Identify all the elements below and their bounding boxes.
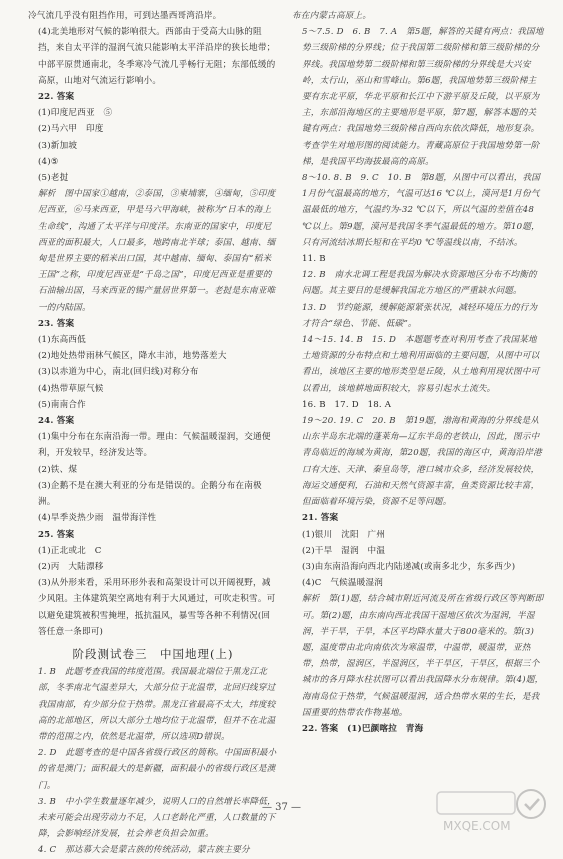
answer-24-line: (1)集中分布在东南沿海一带。理由：气候温暖湿润，交通便利，开发较早，经济发达等。	[38, 432, 271, 459]
answer-1: 1. B 此题考查我国的纬度范围。我国最北端位于黑龙江北部，冬季南北气温差异大，大部分位于北温带，北回归线穿过我国南部，有少部分位于热带。黑龙江省最高不太大，纬度较高的北部地区，所以大部分土地均位于北温带，但并不在北温带的范围之内，依然是北温带，所以选项D错误。	[38, 667, 276, 742]
answer-3: 3. B 中小学生数量逐年减少，说明人口的自然增长率降低，未来可能会出现劳动力不足，人口老龄化严重，人口数量的下降，会影响经济发展，社会养老负担会加重。	[38, 796, 276, 840]
answer-25-line: (3)从外形来看，采用环形外表和高架设计可以开阔视野，减少风阻。主体建筑架空离地有利于大风通过，可吹走积雪。可以避免建筑被积雪掩埋，抵抗温风，暴雪等各种不利情况(回答任意一条即可)	[38, 578, 276, 637]
answer-21-head: 21. 答案	[302, 513, 339, 524]
answer-24-head: 24. 答案	[38, 416, 75, 427]
answer-23-line: (4)热带草原气候	[38, 383, 104, 394]
answer-22-line: (3)新加坡	[38, 140, 78, 151]
answer-22-head: 22. 答案	[38, 92, 75, 103]
answer-23-line: (5)南南合作	[38, 399, 86, 410]
answer-24-line: (3)企鹅不是在澳大利亚的分布是错误的。企鹅分布在南极洲。	[38, 480, 262, 508]
answer-16-18: 16. B 17. D 18. A	[302, 399, 392, 410]
answer-5-7: 5～7.5. D 6. B 7. A 第5题，解答的关键有两点：我国地势三级阶梯的分界线；位于我国第二级阶梯和第三级阶梯的分界线。我国地势第二级阶梯和第三级阶梯的分界线是大兴安岭，太行山，巫山和雪峰山。第6题，我国地势第三级阶梯主要有东北平原，华北平原和长江中下游平原及丘陵，以平原为主，东部沿海地区的主要地形是平原，第7题，解答本题的关键有两点：我国地势三级阶梯自西向东依次降低，地形复杂。考查学生对地形图的阅读能力。青藏高原位于我国地势第一阶梯，是我国平均海拔最高的高原。	[302, 27, 544, 167]
answer-22-line: (1)印度尼西亚 ⑤	[38, 108, 113, 119]
answer-21-line: (4)C 气候温暖湿润	[302, 578, 384, 589]
answer-23-line: (1)东高西低	[38, 335, 86, 346]
answer-21-line: (1)银川 沈阳 广州	[302, 529, 386, 540]
page-number: — 37 —	[261, 802, 302, 813]
answer-23-line: (3)以赤道为中心，南北(回归线)对称分布	[38, 367, 199, 378]
answer-23-line: (2)地处热带雨林气候区，降水丰沛，地势落差大	[38, 351, 227, 362]
answer-24-line: (4)旱季炎热少雨 温带海洋性	[38, 513, 157, 524]
answer-21-line: (3)由东南沿海向西北内陆递减(或南多北少，东多西少)	[302, 561, 516, 572]
answer-8-10: 8～10. 8. B 9. C 10. B 第8题，从图中可以看出，我国1月份气温最高的地方，气温可达16 ℃以上，漠河是1月份气温最低的地方，气温约为-32 ℃以下，所以气温的差值在48 ℃以上。第9题，漠河是我国冬季气温最低的地方。第10题，只有河流结冰期长短和在平均0 ℃等温线以南，不结冰。	[302, 173, 541, 248]
answer-22-line: (5)老挝	[38, 173, 69, 184]
answer-21-line: (2)干旱 湿润 中温	[302, 545, 386, 556]
right-column	[292, 8, 544, 737]
answer-22-line: (4)⑤	[38, 156, 59, 167]
left-intro-2: (4)北美地形对气候的影响很大。西部由于受高大山脉的阻挡，来自太平洋的湿润气流只能影响太平洋沿岸的狭长地带；中部平原贯通南北，冬季寒冷气流几乎畅行无阻；东部低缓的高原，山地对气流运行影响小。	[38, 27, 276, 86]
section-title: 阶段测试卷三 中国地理(上)	[72, 646, 234, 661]
answer-4: 4. C 那达慕大会是蒙古族的传统活动，蒙古族主要分	[38, 845, 250, 856]
answer-25-line: (1)正北或北 C	[38, 545, 102, 556]
answer-11: 11. B	[302, 254, 326, 265]
answer-13: 13. D 节约能源，缓解能源紧张状况，减轻环境压力的行为才符合“绿色、节能、低碳”。	[302, 302, 538, 329]
answer-22-right: 22. 答案 (1)巴颜喀拉 青海	[302, 723, 424, 734]
answer-22-analysis: 解析 图中国家①越南，②泰国，③柬埔寨，④缅甸，⑤印度尼西亚，⑥马来西亚，甲是马六甲海峡，被称为“日本的海上生命线”，沟通了太平洋与印度洋。东南亚的国家中，印度尼西亚的面积最大，人口最多，地跨南北半球；泰国、越南、缅甸是世界主要的稻米出口国，其中越南、缅甸、泰国有“稻米王国”之称，印度尼西亚是“千岛之国”，印度尼西亚是重要的石油输出国，马来西亚的锡产量居世界第一。老挝是东南亚唯一的内陆国。	[38, 189, 276, 313]
answer-25-head: 25. 答案	[38, 529, 75, 540]
left-intro-1: 冷气流几乎没有阻挡作用，可到达墨西哥湾沿岸。	[28, 11, 222, 21]
answer-2: 2. D 此题考查的是中国各省级行政区的简称。中国面积最小的省是澳门；面积最大的是新疆，面积最小的省级行政区是澳门。	[38, 748, 277, 791]
answer-14-15: 14～15. 14. B 15. D 本题题考查对利用考查了我国某地土地资源的分布特点和土地利用面临的主要问题，从图中可以看出，该地区主要的地形类型是丘陵，从土地利用现状图中可以看出，该地耕地面积较大，容易引起水土流失。	[302, 335, 540, 394]
left-column	[28, 8, 278, 859]
answer-22-line: (2)马六甲 印度	[38, 124, 104, 135]
right-top-text: 布在内蒙古高原上。	[292, 11, 372, 21]
answer-21-analysis: 解析 第(1)题，结合城市附近河流及所在省级行政区等判断即可。第(2)题，由东南向西北我国干湿地区依次为湿润，半湿润，半干旱，干旱，本区平均降水量大于800毫米的。第(3)题，温度带由北向南依次为寒温带，中温带，暖温带，亚热带，热带，湿润区，半湿润区，半干旱区，干旱区，根据三个城市的各月降水柱状图可以看出我国降水分布规律。第(4)题，海南岛位于热带，气候温暖湿润，适合热带水果的生长，是我国重要的热带农作物基地。	[302, 594, 544, 718]
answer-12: 12. B 南水北调工程是我国为解决水资源地区分布不均衡的问题。其主要目的是缓解我国北方地区的严重缺水问题。	[302, 270, 537, 297]
answer-23-head: 23. 答案	[38, 318, 75, 329]
watermark-logo-icon	[433, 784, 553, 836]
answer-24-line: (2)铁、煤	[38, 464, 78, 475]
answer-19-20: 19～20. 19. C 20. B 第19题，渤海和黄海的分界线是从山东半岛东北端的蓬莱角—辽东半岛的老铁山，因此，图示中青岛临近的海域为黄海，第20题，我国的海区中，黄海沿岸港口有大连、天津、秦皇岛等，港口城市众多，经济发展较快，海运交通便利，石油和天然气资源丰富，鱼类资源比较丰富，但面临着环境污染，资源不足等问题。	[302, 416, 542, 508]
answer-25-line: (2)丙 大陆漂移	[38, 561, 104, 572]
svg-text:MXQE.COM: MXQE.COM	[443, 819, 511, 833]
